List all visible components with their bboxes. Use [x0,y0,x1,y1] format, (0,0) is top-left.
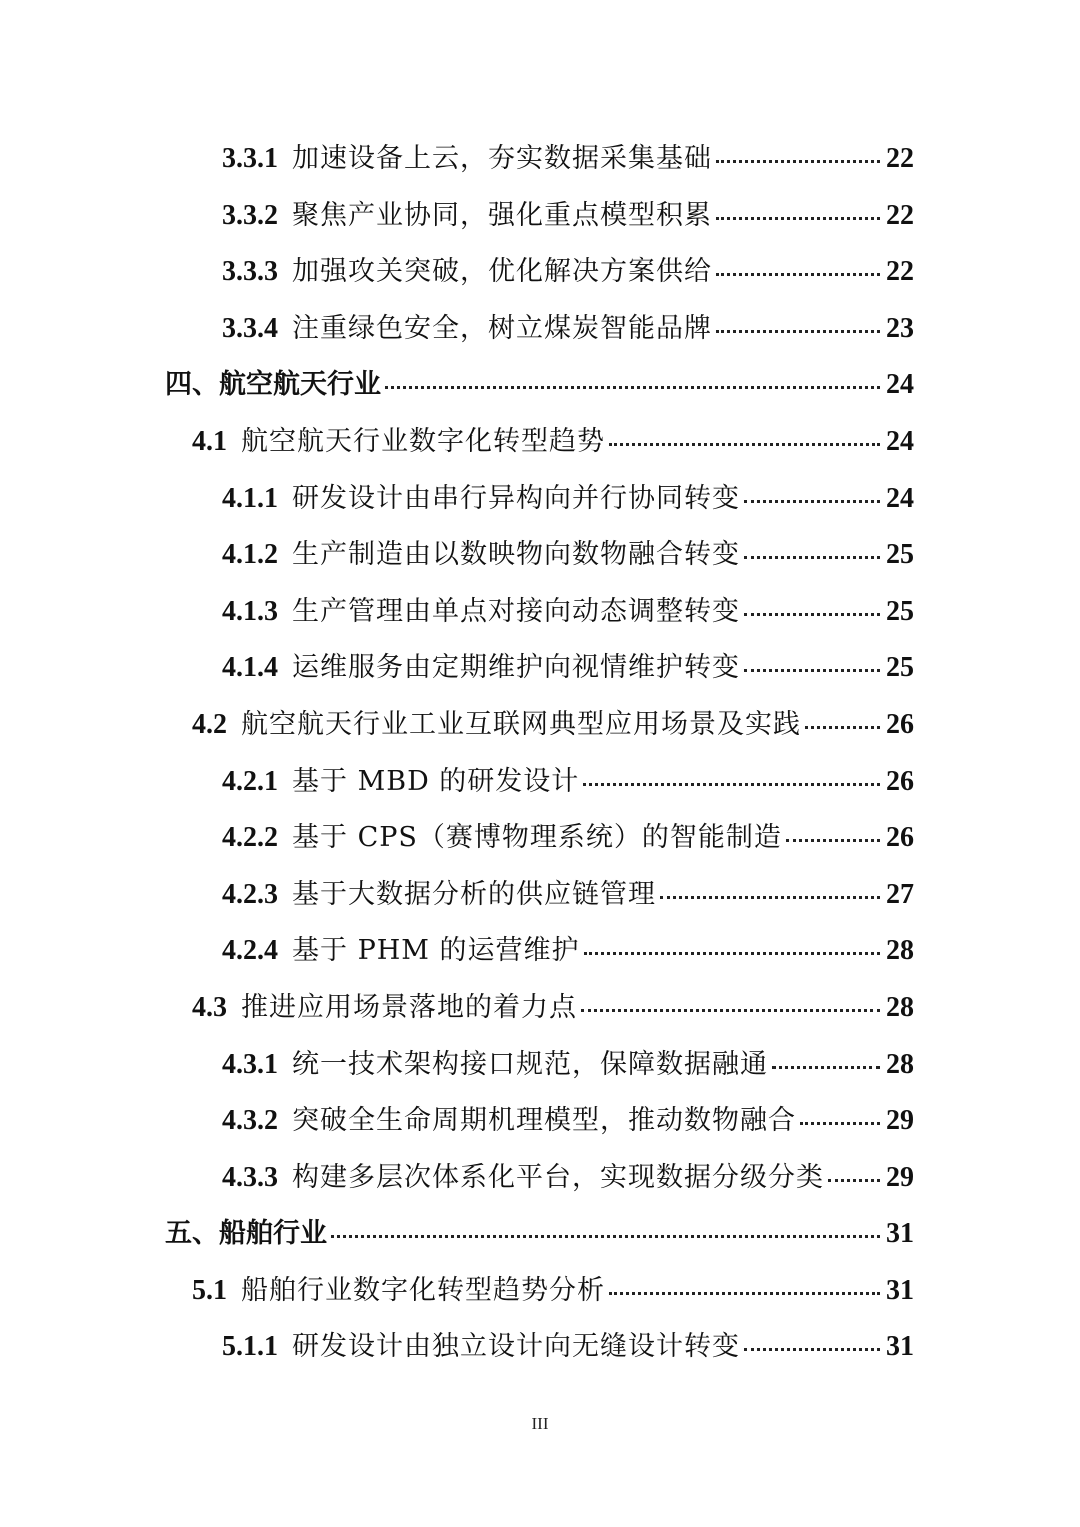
toc-entry-page: 28 [886,991,914,1023]
toc-entry-title: 聚焦产业协同，强化重点模型积累 [292,199,712,231]
toc-entry-page: 26 [886,822,914,854]
toc-entry-title: 基于 PHM 的运营维护 [292,935,580,967]
toc-entry-number: 4.2.1 [222,765,278,797]
toc-entry[interactable] [0,584,1080,641]
toc-entry[interactable] [0,414,1080,471]
toc-entry[interactable] [0,357,1080,414]
toc-entry-title: 加速设备上云，夯实数据采集基础 [292,143,712,174]
toc-entry-number: 4.1.2 [222,539,278,571]
dot-leader [772,1066,880,1069]
dot-leader [800,1122,880,1125]
toc-entry[interactable] [0,244,1080,301]
toc-entry[interactable] [0,1037,1080,1094]
dot-leader [744,556,880,559]
toc-entry-number: 4.3.3 [222,1161,278,1193]
toc-entry[interactable] [0,867,1080,924]
toc-entry[interactable] [0,1093,1080,1150]
toc-entry[interactable] [0,1319,1080,1376]
toc-entry-title: 构建多层次体系化平台，实现数据分级分类 [292,1161,824,1193]
toc-entry-number: 4.2.3 [222,878,278,910]
dot-leader [716,273,880,276]
toc-entry[interactable] [0,1206,1080,1263]
toc-entry-title: 研发设计由独立设计向无缝设计转变 [292,1331,740,1363]
toc-entry-number: 4.1 [192,425,227,457]
dot-leader [744,500,880,503]
toc-entry-page: 22 [886,256,914,288]
toc-entry-number: 5.1.1 [222,1331,278,1363]
dot-leader [716,217,880,220]
toc-entry-number: 3.3.3 [222,256,278,288]
toc-entry-number: 4.1.1 [222,482,278,514]
toc-entry-title: 五、船舶行业 [165,1218,327,1250]
dot-leader [581,1009,880,1012]
toc-entry-title: 基于 CPS（赛博物理系统）的智能制造 [292,822,782,854]
toc-entry-page: 28 [886,935,914,967]
toc-entry-title: 运维服务由定期维护向视情维护转变 [292,652,740,684]
toc-entry-title: 船舶行业数字化转型趋势分析 [241,1274,605,1306]
dot-leader [744,669,880,672]
toc-entry-number: 4.2 [192,708,227,740]
toc-entry[interactable] [0,754,1080,811]
dot-leader [744,1348,880,1351]
toc-entry[interactable] [0,980,1080,1037]
dot-leader [744,613,880,616]
toc-entry[interactable] [0,471,1080,528]
dot-leader [660,896,880,899]
toc-entry-title: 突破全生命周期机理模型，推动数物融合 [292,1105,796,1137]
toc-entry[interactable] [0,923,1080,980]
toc-entry-page: 24 [886,482,914,514]
toc-entry-page: 25 [886,595,914,627]
toc-entry-page: 26 [886,765,914,797]
dot-leader [805,726,880,729]
toc-entry-page: 22 [886,143,914,174]
dot-leader [828,1179,880,1182]
toc-entry-page: 27 [886,878,914,910]
dot-leader [385,386,880,389]
toc-entry-number: 3.3.2 [222,199,278,231]
toc-entry-page: 31 [886,1274,914,1306]
dot-leader [583,783,880,786]
dot-leader [786,839,880,842]
toc-entry-number: 3.3.4 [222,312,278,344]
toc-entry-page: 23 [886,312,914,344]
toc-entry-page: 25 [886,652,914,684]
toc-entry-title: 生产制造由以数映物向数物融合转变 [292,539,740,571]
toc-entry-page: 25 [886,539,914,571]
toc-entry-page: 31 [886,1218,914,1250]
dot-leader [331,1235,880,1238]
toc-entry-title: 研发设计由串行异构向并行协同转变 [292,482,740,514]
toc-entry-title: 加强攻关突破，优化解决方案供给 [292,256,712,288]
toc-entry-title: 生产管理由单点对接向动态调整转变 [292,595,740,627]
toc-entry-title: 四、航空航天行业 [165,369,381,401]
dot-leader [716,330,880,333]
table-of-contents [0,131,1080,1376]
toc-entry-page: 29 [886,1105,914,1137]
page-number: III [531,1414,549,1433]
toc-entry[interactable] [0,527,1080,584]
toc-entry[interactable] [0,1150,1080,1207]
dot-leader [584,952,880,955]
toc-entry-title: 基于大数据分析的供应链管理 [292,878,656,910]
dot-leader [716,160,880,163]
toc-entry-number: 4.3.1 [222,1048,278,1080]
toc-entry-number: 3.3.1 [222,143,278,174]
toc-entry-title: 航空航天行业工业互联网典型应用场景及实践 [241,708,801,740]
toc-entry[interactable] [0,640,1080,697]
toc-entry-page: 26 [886,708,914,740]
toc-entry-number: 5.1 [192,1274,227,1306]
toc-entry-page: 28 [886,1048,914,1080]
toc-entry-page: 24 [886,369,914,401]
toc-entry[interactable] [0,131,1080,188]
toc-entry-title: 推进应用场景落地的着力点 [241,991,577,1023]
toc-entry-title: 注重绿色安全，树立煤炭智能品牌 [292,312,712,344]
toc-entry[interactable] [0,810,1080,867]
toc-entry[interactable] [0,301,1080,358]
toc-entry[interactable] [0,188,1080,245]
dot-leader [609,443,880,446]
toc-entry[interactable] [0,1263,1080,1320]
toc-entry-title: 航空航天行业数字化转型趋势 [241,425,605,457]
toc-entry-number: 4.2.4 [222,935,278,967]
toc-entry-page: 24 [886,425,914,457]
dot-leader [609,1292,880,1295]
toc-entry-number: 4.1.3 [222,595,278,627]
toc-entry-number: 4.1.4 [222,652,278,684]
toc-entry[interactable] [0,697,1080,754]
toc-entry-number: 4.2.2 [222,822,278,854]
toc-entry-page: 29 [886,1161,914,1193]
toc-entry-number: 4.3 [192,991,227,1023]
toc-entry-page: 22 [886,199,914,231]
toc-entry-title: 基于 MBD 的研发设计 [292,765,580,797]
toc-entry-number: 4.3.2 [222,1105,278,1137]
toc-entry-page: 31 [886,1331,914,1363]
toc-entry-title: 统一技术架构接口规范，保障数据融通 [292,1048,768,1080]
